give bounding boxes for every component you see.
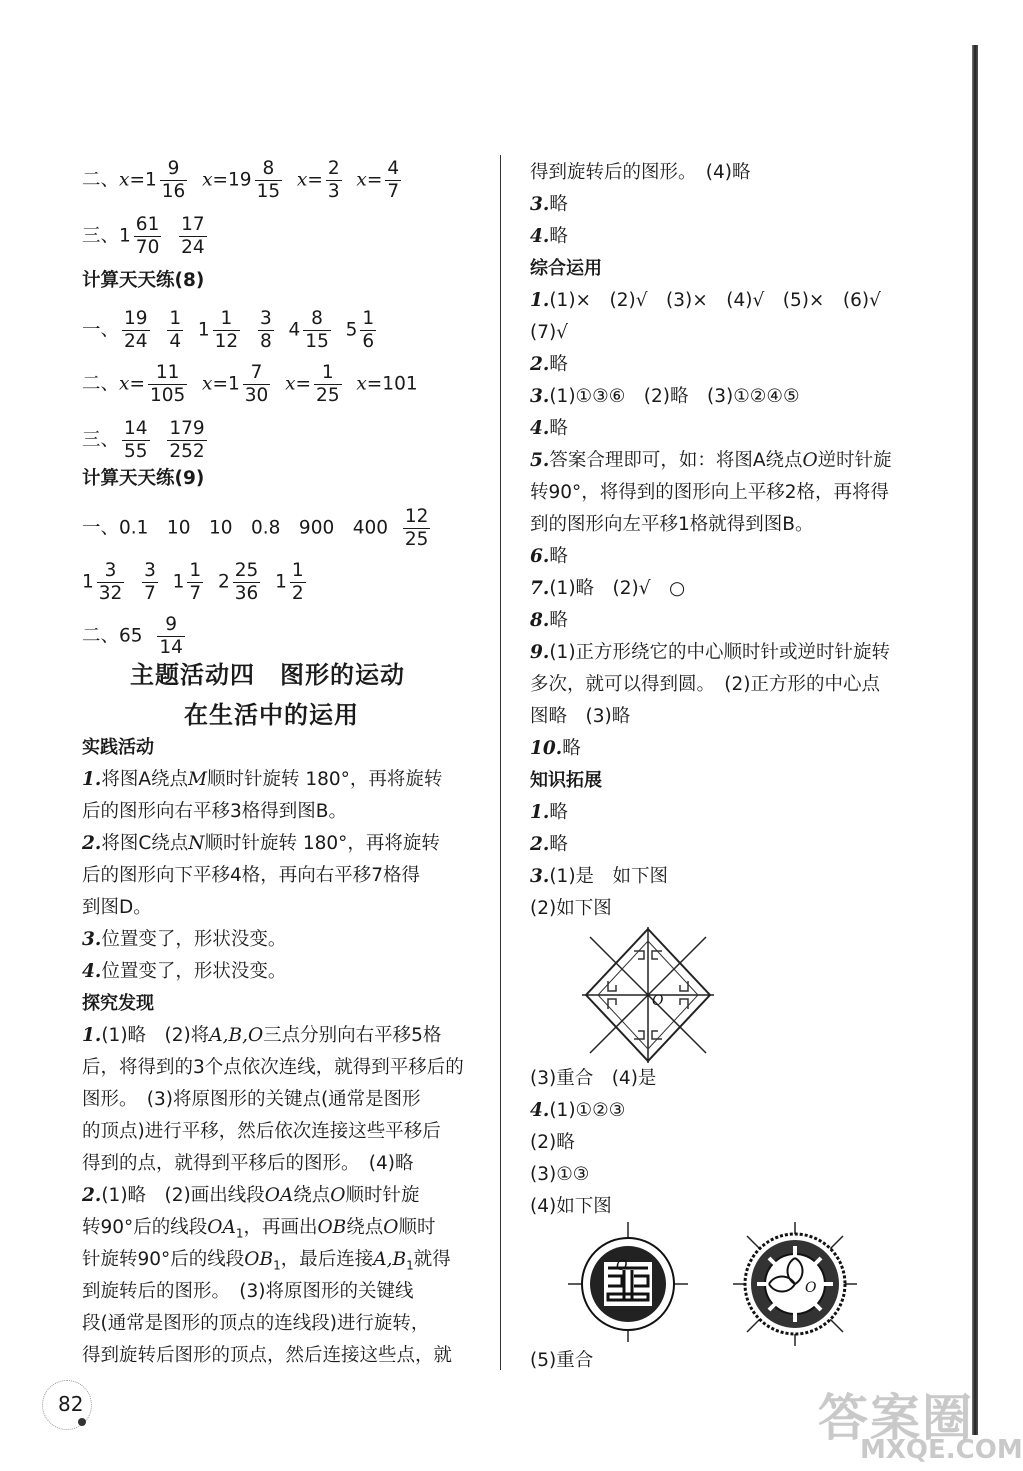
page-binding-edge <box>972 45 978 1435</box>
chapter-title: 主题活动四 图形的运动 <box>130 661 405 689</box>
figure-point-label: O <box>805 1280 817 1296</box>
answer-line: 1 $\frac{3}{32}$ $\frac{3}{7}$ 1 $\frac{1}{7}$ 2 $\frac{25}{36}$ 1 $\frac{1}{2}$ <box>82 560 304 604</box>
rotation-figure-ornament <box>733 1222 857 1346</box>
answer-line: 后，将得到的3个点依次连线，就得到平移后的 <box>82 1057 464 1078</box>
answer-line: 9.(1)正方形绕它的中心顺时针或逆时针旋转 <box>530 642 891 663</box>
answer-line: 1.(1)略 (2)将A,B,O三点分别向右平移5格 <box>82 1025 442 1046</box>
watermark-url: MXQE.COM <box>860 1435 1023 1465</box>
answer-line: 7.(1)略 (2)√ ○ <box>530 578 686 599</box>
section-heading: 计算天天练(9) <box>82 468 205 489</box>
section-heading: 知识拓展 <box>530 770 602 791</box>
answer-line: 2.(1)略 (2)画出线段OA绕点O顺时针旋 <box>82 1185 420 1206</box>
rotation-figure-circle-square <box>568 1222 688 1342</box>
answer-line: 2.将图C绕点N顺时针旋转 180°，再将旋转 <box>82 833 440 854</box>
answer-line: 到旋转后的图形。 (3)将原图形的关键线 <box>82 1281 414 1302</box>
answer-line: (3)重合 (4)是 <box>530 1068 657 1089</box>
answer-line: 后的图形向右平移3格得到图B。 <box>82 801 347 822</box>
answer-line: 到图D。 <box>82 897 152 918</box>
answer-line: 1.将图A绕点M顺时针旋转 180°，再将旋转 <box>82 769 443 790</box>
figure-point-label: O <box>616 1258 628 1274</box>
answer-line: 4.略 <box>530 418 568 439</box>
answer-line: 得到旋转后的图形。 (4)略 <box>530 162 751 183</box>
answer-line: 转90°后的线段$OA_1$，再画出OB绕点O顺时 <box>82 1217 436 1241</box>
answer-line: (2)如下图 <box>530 898 612 919</box>
answer-line: 4.位置变了，形状没变。 <box>82 961 287 982</box>
answer-line: 的顶点)进行平移，然后依次连接这些平移后 <box>82 1121 441 1142</box>
column-divider <box>500 155 501 1370</box>
answer-line: 3.(1)①③⑥ (2)略 (3)①②④⑤ <box>530 386 800 407</box>
answer-line: 二、x=1 $\frac{9}{16}$ x=19 $\frac{8}{15}$ x= $\frac{2}{3}$ x= $\frac{4}{7}$ <box>82 158 400 202</box>
answer-line: 二、x= $\frac{11}{105}$ x=1 $\frac{7}{30}$ x= $\frac{1}{25}$ x=101 <box>82 362 418 406</box>
answer-line: 4.略 <box>530 226 568 247</box>
page-number-dot <box>78 1418 86 1426</box>
answer-line: 段(通常是图形的顶点的连线段)进行旋转， <box>82 1313 430 1334</box>
answer-line: 到的图形向左平移1格就得到图B。 <box>530 514 814 535</box>
answer-line: 6.略 <box>530 546 568 567</box>
page-number: 82 <box>58 1392 84 1416</box>
answer-line: 得到的点，就得到平移后的图形。 (4)略 <box>82 1153 414 1174</box>
answer-line: (4)如下图 <box>530 1196 612 1217</box>
figure-point-label: O <box>652 993 664 1009</box>
answer-line: 1.(1)× (2)√ (3)× (4)√ (5)× (6)√ <box>530 290 881 311</box>
section-heading: 探究发现 <box>82 993 154 1014</box>
chapter-subtitle: 在生活中的运用 <box>184 701 359 729</box>
answer-line: 转90°，将得到的图形向上平移2格，再将得 <box>530 482 890 503</box>
answer-line: 图形。 (3)将原图形的关键点(通常是图形 <box>82 1089 421 1110</box>
answer-line: 一、 $\frac{19}{24}$ $\frac{1}{4}$ 1 $\frac{1}{12}$ $\frac{3}{8}$ 4 $\frac{8}{15}$ 5 $\frac{1}{6}$ <box>82 308 375 352</box>
answer-line: 得到旋转后图形的顶点，然后连接这些点，就 <box>82 1345 453 1366</box>
answer-line: 3.(1)是 如下图 <box>530 866 669 887</box>
answer-line: 后的图形向下平移4格，再向右平移7格得 <box>82 865 421 886</box>
answer-line: 图略 (3)略 <box>530 706 631 727</box>
answer-line: (3)①③ <box>530 1164 590 1185</box>
answer-line: 多次，就可以得到圆。 (2)正方形的中心点 <box>530 674 880 695</box>
answer-line: 8.略 <box>530 610 568 631</box>
answer-line: 三、1 $\frac{61}{70}$ $\frac{17}{24}$ <box>82 214 205 258</box>
answer-line: 4.(1)①②③ <box>530 1100 626 1121</box>
answer-line: 三、 $\frac{14}{55}$ $\frac{179}{252}$ <box>82 418 205 462</box>
section-heading: 综合运用 <box>530 258 602 279</box>
answer-line: 1.略 <box>530 802 568 823</box>
answer-line: 2.略 <box>530 834 568 855</box>
answer-line: 针旋转90°后的线段$OB_1$，最后连接$A,B_1$就得 <box>82 1249 451 1273</box>
answer-line: (2)略 <box>530 1132 575 1153</box>
answer-line: (5)重合 <box>530 1350 594 1371</box>
answer-line: 3.略 <box>530 194 568 215</box>
answer-line: (7)√ <box>530 322 568 343</box>
watermark: 答案圈 <box>818 1389 974 1447</box>
rotation-figure-square <box>582 925 714 1065</box>
answer-line: 5.答案合理即可，如：将图A绕点O逆时针旋 <box>530 450 892 471</box>
answer-line: 二、65 $\frac{9}{14}$ <box>82 614 183 658</box>
answer-line: 2.略 <box>530 354 568 375</box>
section-heading: 计算天天练(8) <box>82 270 205 291</box>
answer-line: 3.位置变了，形状没变。 <box>82 929 287 950</box>
answer-line: 10.略 <box>530 738 581 759</box>
answer-line: 一、0.1 10 10 0.8 900 400 $\frac{12}{25}$ <box>82 506 429 550</box>
section-heading: 实践活动 <box>82 737 154 758</box>
